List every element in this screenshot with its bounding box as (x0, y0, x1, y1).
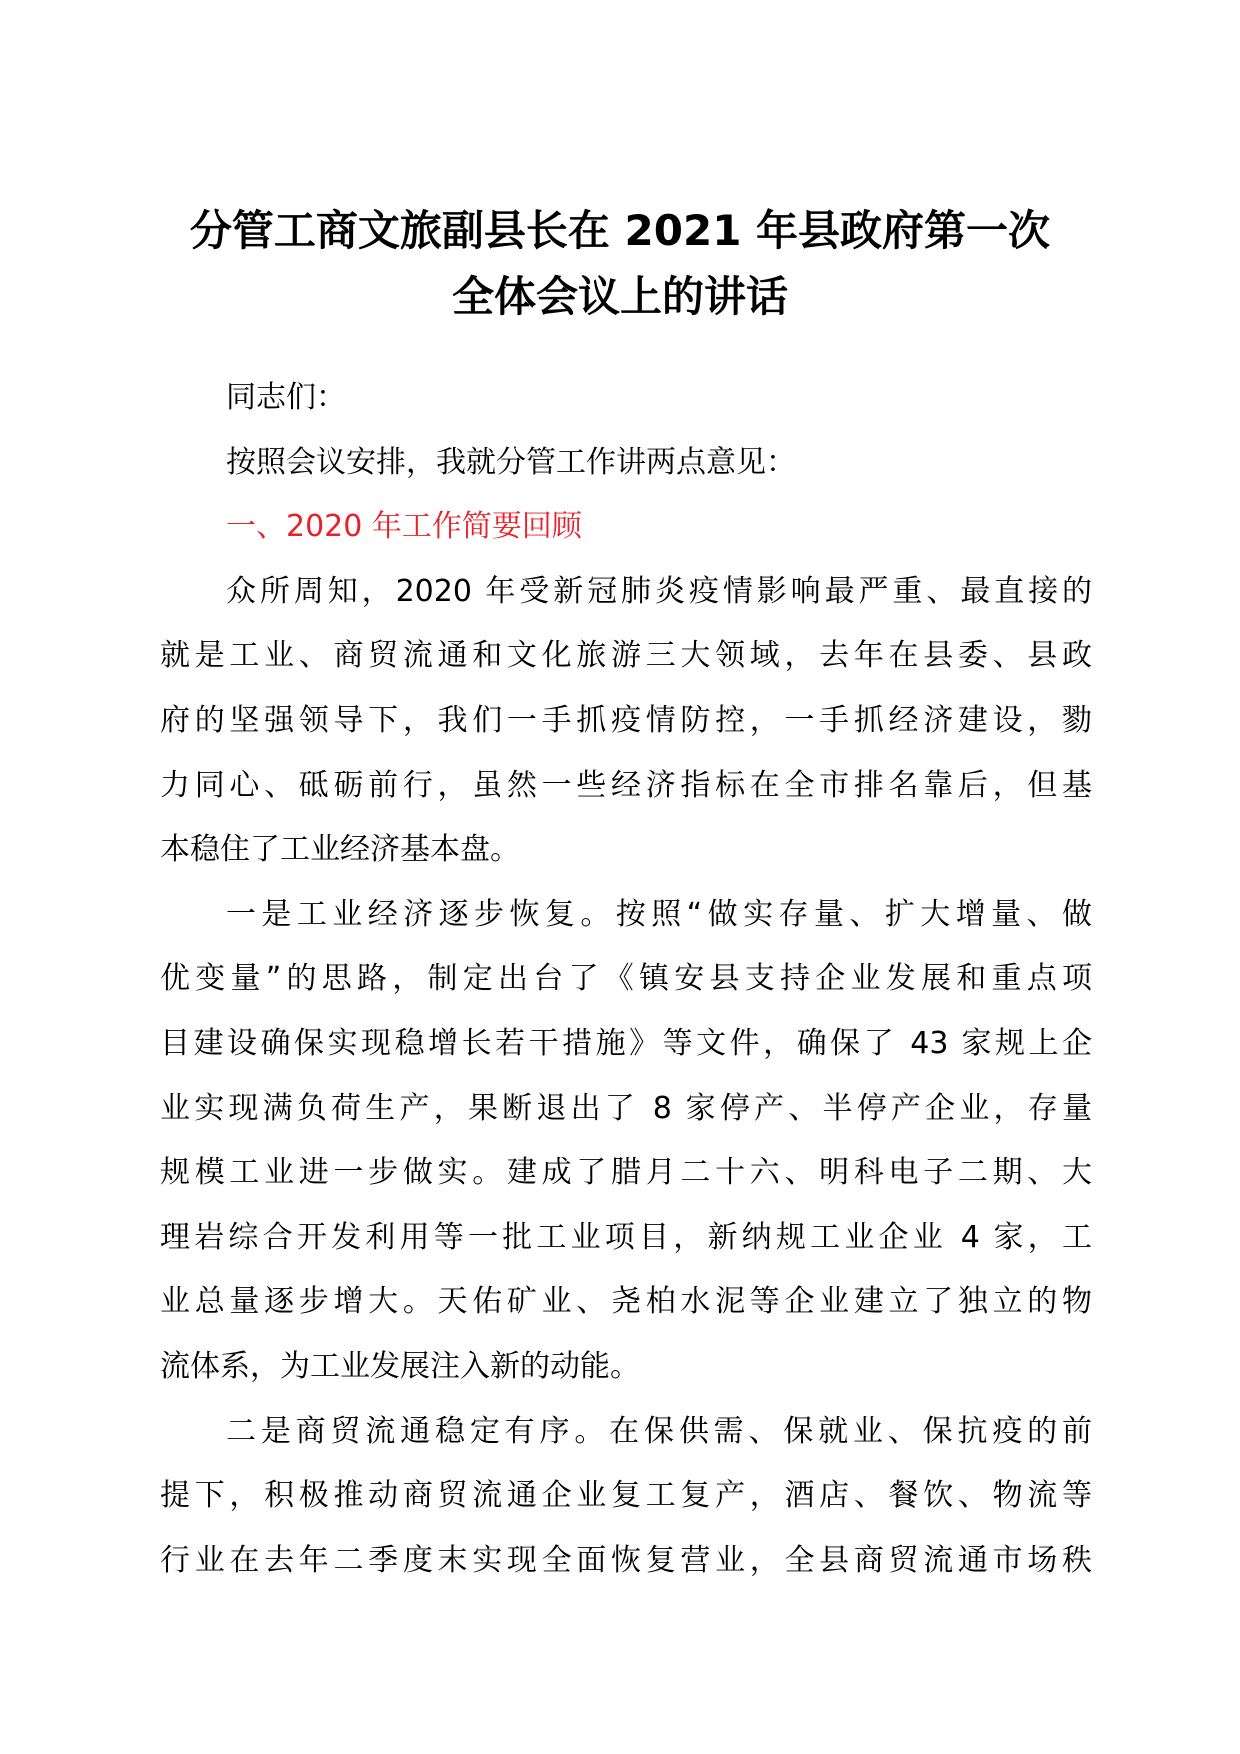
text-line: 行业在去年二季度末实现全面恢复营业，全县商贸流通市场秩 (160, 1542, 1092, 1578)
text-line: 府的坚强领导下，我们一手抓疫情防控，一手抓经济建设，勠 (160, 702, 1092, 738)
title-line-2: 全体会议上的讲话 (451, 272, 788, 321)
salutation: 同志们： (226, 380, 346, 415)
text-line: 力同心、砥砺前行，虽然一些经济指标在全市排名靠后，但基 (160, 767, 1092, 803)
text-line: 就是工业、商贸流通和文化旅游三大领域，去年在县委、县政 (160, 638, 1092, 674)
text-line: 优变量”的思路，制定出台了《镇安县支持企业发展和重点项 (160, 961, 1092, 997)
paragraph-industry (160, 883, 1092, 1400)
text-line: 业实现满负荷生产，果断退出了 8 家停产、半停产企业，存量 (160, 1090, 1092, 1126)
text-line: 业总量逐步增大。天佑矿业、尧柏水泥等企业建立了独立的物 (160, 1284, 1092, 1320)
text-line: 众所周知，2020 年受新冠肺炎疫情影响最严重、最直接的 (226, 573, 1092, 609)
text-line: 本稳住了工业经济基本盘。 (160, 832, 520, 868)
text-line: 一是工业经济逐步恢复。按照“做实存量、扩大增量、做 (226, 896, 1092, 932)
text-line: 提下，积极推动商贸流通企业复工复产，酒店、餐饮、物流等 (160, 1478, 1092, 1514)
intro-paragraph: 按照会议安排，我就分管工作讲两点意见： (226, 444, 796, 480)
paragraph-commerce (160, 1400, 1092, 1594)
text-line: 二是商贸流通稳定有序。在保供需、保就业、保抗疫的前 (226, 1413, 1092, 1449)
title-line-1: 分管工商文旅副县长在 2021 年县政府第一次 (189, 206, 1051, 255)
text-line: 理岩综合开发利用等一批工业项目，新纳规工业企业 4 家，工 (160, 1219, 1092, 1255)
text-line: 规模工业进一步做实。建成了腊月二十六、明科电子二期、大 (160, 1155, 1092, 1191)
text-line: 目建设确保实现稳增长若干措施》等文件，确保了 43 家规上企 (160, 1025, 1092, 1061)
paragraph-overview (160, 560, 1092, 883)
section-heading: 一、2020 年工作简要回顾 (226, 509, 582, 545)
text-line: 流体系，为工业发展注入新的动能。 (160, 1348, 640, 1384)
document-body (160, 366, 1092, 1593)
document-title (150, 198, 1090, 330)
